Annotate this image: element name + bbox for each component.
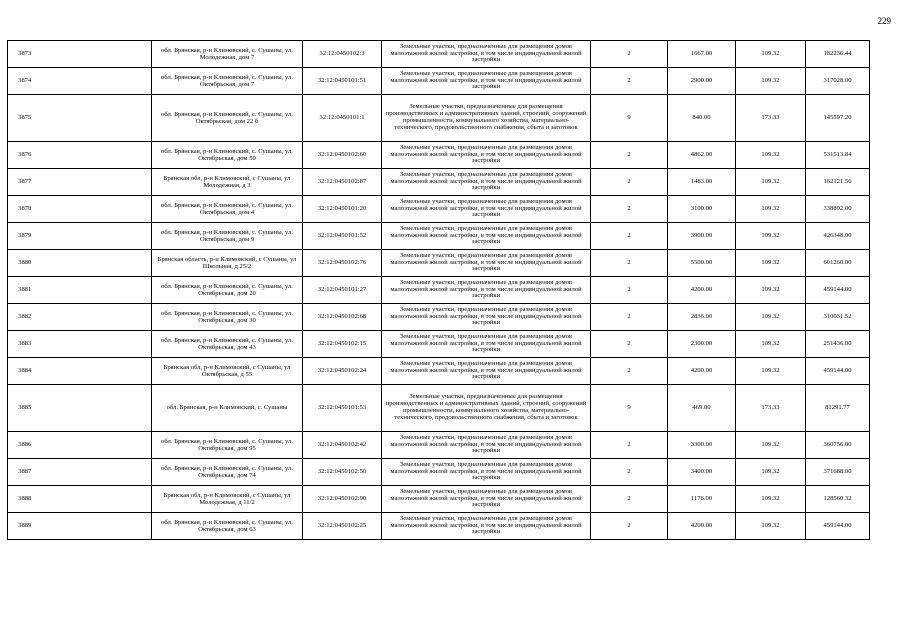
cadastral-number-cell: 32:12:0450102:90 [303, 486, 382, 513]
cadastral-value-cell: 531513.84 [806, 142, 870, 169]
blank-cell [42, 196, 152, 223]
table-body [8, 41, 870, 540]
land-purpose-cell: Земельные участки, предназначенные для размещения домов малоэтажной жилой застройки, в том числе индивидуальной жилой застройки [382, 432, 591, 459]
area-cell: 1667.00 [668, 41, 736, 68]
cadastral-number-cell: 32:12:0450101:52 [303, 223, 382, 250]
table-row [8, 68, 870, 95]
row-number-cell: 3886 [8, 432, 42, 459]
blank-cell [42, 95, 152, 142]
address-cell: обл. Брянская, р-н Климовский, с. Сушаны [152, 385, 303, 432]
row-number-cell: 3887 [8, 459, 42, 486]
table-row [8, 277, 870, 304]
area-cell: 3300.00 [668, 432, 736, 459]
group-cell: 2 [591, 250, 668, 277]
cadastral-number-cell: 32:12:0450102:68 [303, 304, 382, 331]
area-cell: 4200.00 [668, 277, 736, 304]
cadastral-number-cell: 32:12:0450102:25 [303, 513, 382, 540]
land-purpose-cell: Земельные участки, предназначенные для размещения домов малоэтажной жилой застройки, в том числе индивидуальной жилой застройки [382, 196, 591, 223]
page-number: 229 [877, 16, 891, 26]
land-purpose-cell: Земельные участки, предназначенные для размещения домов малоэтажной жилой застройки, в том числе индивидуальной жилой застройки [382, 331, 591, 358]
table-row [8, 385, 870, 432]
group-cell: 2 [591, 41, 668, 68]
blank-cell [42, 250, 152, 277]
land-purpose-cell: Земельные участки, предназначенные для размещения домов малоэтажной жилой застройки, в том числе индивидуальной жилой застройки [382, 142, 591, 169]
row-number-cell: 3889 [8, 513, 42, 540]
cadastral-value-cell: 317028.00 [806, 68, 870, 95]
row-number-cell: 3879 [8, 223, 42, 250]
address-cell: Брянская обл, р-н Климовский, с Сушаны, ул Молодежная, д 11/2 [152, 486, 303, 513]
table-row [8, 358, 870, 385]
cadastral-value-cell: 145597.20 [806, 95, 870, 142]
group-cell: 2 [591, 142, 668, 169]
row-number-cell: 3873 [8, 41, 42, 68]
blank-cell [42, 513, 152, 540]
address-cell: обл. Брянская, р-н Климовский, с. Сушаны, ул. Октябрьская, дом 95 [152, 432, 303, 459]
cadastral-number-cell: 32:12:0450101:27 [303, 277, 382, 304]
blank-cell [42, 68, 152, 95]
address-cell: Брянская обл, р-н Климовский, с Сушаны, ул Молодежная, д 3 [152, 169, 303, 196]
row-number-cell: 3875 [8, 95, 42, 142]
table-row [8, 459, 870, 486]
address-cell: обл. Брянская, р-н Климовский, с. Сушаны, ул. Октябрьская, дом 63 [152, 513, 303, 540]
cadastral-number-cell: 32:12:0450102:42 [303, 432, 382, 459]
blank-cell [42, 486, 152, 513]
blank-cell [42, 385, 152, 432]
cadastral-value-cell: 128560.32 [806, 486, 870, 513]
cadastral-value-cell: 310031.52 [806, 304, 870, 331]
area-cell: 5500.00 [668, 250, 736, 277]
blank-cell [42, 277, 152, 304]
address-cell: обл. Брянская, р-н Климовский, с. Сушаны, ул. Октябрьская, дом 9 [152, 223, 303, 250]
row-number-cell: 3884 [8, 358, 42, 385]
cadastral-value-cell: 81291.77 [806, 385, 870, 432]
land-purpose-cell: Земельные участки, предназначенные для размещения домов малоэтажной жилой застройки, в том числе индивидуальной жилой застройки [382, 250, 591, 277]
area-cell: 1176.00 [668, 486, 736, 513]
cadastral-number-cell: 32:12:0450101:51 [303, 68, 382, 95]
address-cell: обл. Брянская, р-н Климовский, с. Сушаны, ул. Октябрьская, дом 4 [152, 196, 303, 223]
table-row [8, 223, 870, 250]
table-row [8, 196, 870, 223]
blank-cell [42, 223, 152, 250]
row-number-cell: 3874 [8, 68, 42, 95]
row-number-cell: 3883 [8, 331, 42, 358]
group-cell: 2 [591, 68, 668, 95]
land-purpose-cell: Земельные участки, предназначенные для размещения производственных и административных зданий, строений, сооружений промышленности, коммунального хозяйства, материально-технического, продовольственного снабжения, сбыта и заготовок [382, 385, 591, 432]
table-row [8, 142, 870, 169]
cadastral-value-cell: 360756.00 [806, 432, 870, 459]
area-cell: 3900.00 [668, 223, 736, 250]
specific-value-cell: 109.32 [736, 68, 806, 95]
specific-value-cell: 109.32 [736, 331, 806, 358]
land-purpose-cell: Земельные участки, предназначенные для размещения домов малоэтажной жилой застройки, в том числе индивидуальной жилой застройки [382, 459, 591, 486]
row-number-cell: 3882 [8, 304, 42, 331]
blank-cell [42, 331, 152, 358]
specific-value-cell: 109.32 [736, 169, 806, 196]
specific-value-cell: 109.32 [736, 513, 806, 540]
cadastral-number-cell: 32:12:0450102:3 [303, 41, 382, 68]
area-cell: 4200.00 [668, 513, 736, 540]
area-cell: 840.00 [668, 95, 736, 142]
blank-cell [42, 142, 152, 169]
group-cell: 9 [591, 95, 668, 142]
cadastral-number-cell: 32:12:0450101:1 [303, 95, 382, 142]
area-cell: 4200.00 [668, 358, 736, 385]
area-cell: 1483.00 [668, 169, 736, 196]
specific-value-cell: 173.33 [736, 385, 806, 432]
table-row [8, 250, 870, 277]
blank-cell [42, 459, 152, 486]
address-cell: обл. Брянская, р-н Климовский, с. Сушаны, ул. Молодежная, дом 7 [152, 41, 303, 68]
group-cell: 2 [591, 169, 668, 196]
specific-value-cell: 109.32 [736, 223, 806, 250]
address-cell: Брянская область, р-н Климовский, с Сушаны, ул Школьная, д 25/2 [152, 250, 303, 277]
cadastral-number-cell: 32:12:0450102:76 [303, 250, 382, 277]
row-number-cell: 3877 [8, 169, 42, 196]
blank-cell [42, 304, 152, 331]
group-cell: 2 [591, 223, 668, 250]
table-row [8, 486, 870, 513]
cadastral-value-cell: 459144.00 [806, 358, 870, 385]
cadastral-value-cell: 426348.00 [806, 223, 870, 250]
group-cell: 2 [591, 358, 668, 385]
table-row [8, 169, 870, 196]
specific-value-cell: 109.32 [736, 250, 806, 277]
group-cell: 2 [591, 277, 668, 304]
land-purpose-cell: Земельные участки, предназначенные для размещения домов малоэтажной жилой застройки, в том числе индивидуальной жилой застройки [382, 358, 591, 385]
cadastral-value-cell: 162121.56 [806, 169, 870, 196]
land-purpose-cell: Земельные участки, предназначенные для размещения домов малоэтажной жилой застройки, в том числе индивидуальной жилой застройки [382, 41, 591, 68]
cadastral-value-cell: 182236.44 [806, 41, 870, 68]
table-row [8, 513, 870, 540]
land-purpose-cell: Земельные участки, предназначенные для размещения домов малоэтажной жилой застройки, в том числе индивидуальной жилой застройки [382, 223, 591, 250]
address-cell: обл. Брянская, р-н Климовский, с. Сушаны, ул. Октябрьская, дом 30 [152, 304, 303, 331]
address-cell: обл. Брянская, р-н Климовский, с. Сушаны, ул. Октябрьская, дом 43 [152, 331, 303, 358]
specific-value-cell: 109.32 [736, 277, 806, 304]
land-purpose-cell: Земельные участки, предназначенные для размещения домов малоэтажной жилой застройки, в том числе индивидуальной жилой застройки [382, 277, 591, 304]
group-cell: 2 [591, 304, 668, 331]
table-row [8, 432, 870, 459]
address-cell: обл. Брянская, р-н Климовский, с. Сушаны, ул. Октябрьская, дом 22 б [152, 95, 303, 142]
cadastral-number-cell: 32:12:0450102:24 [303, 358, 382, 385]
group-cell: 2 [591, 486, 668, 513]
row-number-cell: 3881 [8, 277, 42, 304]
specific-value-cell: 109.32 [736, 142, 806, 169]
specific-value-cell: 109.32 [736, 486, 806, 513]
area-cell: 2836.00 [668, 304, 736, 331]
address-cell: Брянская обл, р-н Климовский, с Сушаны, ул Октябрьская, д 55 [152, 358, 303, 385]
land-purpose-cell: Земельные участки, предназначенные для размещения домов малоэтажной жилой застройки, в том числе индивидуальной жилой застройки [382, 486, 591, 513]
group-cell: 9 [591, 385, 668, 432]
table-row [8, 41, 870, 68]
cadastral-value-cell: 459144.00 [806, 277, 870, 304]
land-purpose-cell: Земельные участки, предназначенные для размещения домов малоэтажной жилой застройки, в том числе индивидуальной жилой застройки [382, 304, 591, 331]
specific-value-cell: 109.32 [736, 459, 806, 486]
cadastral-number-cell: 32:12:0450101:53 [303, 385, 382, 432]
blank-cell [42, 41, 152, 68]
land-purpose-cell: Земельные участки, предназначенные для размещения домов малоэтажной жилой застройки, в том числе индивидуальной жилой застройки [382, 513, 591, 540]
cadastral-value-cell: 459144.00 [806, 513, 870, 540]
specific-value-cell: 109.32 [736, 358, 806, 385]
cadastral-value-cell: 251436.00 [806, 331, 870, 358]
specific-value-cell: 173.33 [736, 95, 806, 142]
row-number-cell: 3885 [8, 385, 42, 432]
cadastral-number-cell: 32:12:0450102:60 [303, 142, 382, 169]
specific-value-cell: 109.32 [736, 41, 806, 68]
specific-value-cell: 109.32 [736, 304, 806, 331]
land-purpose-cell: Земельные участки, предназначенные для размещения домов малоэтажной жилой застройки, в том числе индивидуальной жилой застройки [382, 169, 591, 196]
area-cell: 4862.00 [668, 142, 736, 169]
land-purpose-cell: Земельные участки, предназначенные для размещения домов малоэтажной жилой застройки, в том числе индивидуальной жилой застройки [382, 68, 591, 95]
land-purpose-cell: Земельные участки, предназначенные для размещения производственных и административных зданий, строений, сооружений промышленности, коммунального хозяйства, материально-технического, продовольственного снабжения, сбыта и заготовок [382, 95, 591, 142]
address-cell: обл. Брянская, р-н Климовский, с. Сушаны, ул. Октябрьская, дом 7 [152, 68, 303, 95]
cadastral-value-cell: 371688.00 [806, 459, 870, 486]
cadastral-value-cell: 338892.00 [806, 196, 870, 223]
cadastral-value-cell: 601260.00 [806, 250, 870, 277]
area-cell: 469.00 [668, 385, 736, 432]
address-cell: обл. Брянская, р-н Климовский, с. Сушаны, ул. Октябрьская, дом 74 [152, 459, 303, 486]
group-cell: 2 [591, 331, 668, 358]
area-cell: 2900.00 [668, 68, 736, 95]
row-number-cell: 3876 [8, 142, 42, 169]
area-cell: 3100.00 [668, 196, 736, 223]
cadastral-number-cell: 32:12:0450102:87 [303, 169, 382, 196]
cadastral-value-table [7, 40, 870, 540]
specific-value-cell: 109.32 [736, 196, 806, 223]
row-number-cell: 3880 [8, 250, 42, 277]
specific-value-cell: 109.32 [736, 432, 806, 459]
blank-cell [42, 169, 152, 196]
cadastral-number-cell: 32:12:0450102:15 [303, 331, 382, 358]
cadastral-number-cell: 32:12:0450101:20 [303, 196, 382, 223]
address-cell: обл. Брянская, р-н Климовский, с. Сушаны, ул. Октябрьская, дом 50 [152, 142, 303, 169]
table-row [8, 331, 870, 358]
table-row [8, 95, 870, 142]
area-cell: 3400.00 [668, 459, 736, 486]
blank-cell [42, 432, 152, 459]
area-cell: 2300.00 [668, 331, 736, 358]
row-number-cell: 3878 [8, 196, 42, 223]
group-cell: 2 [591, 196, 668, 223]
address-cell: обл. Брянская, р-н Климовский, с. Сушаны, ул. Октябрьская, дом 20 [152, 277, 303, 304]
blank-cell [42, 358, 152, 385]
group-cell: 2 [591, 459, 668, 486]
group-cell: 2 [591, 513, 668, 540]
cadastral-number-cell: 32:12:0450102:50 [303, 459, 382, 486]
table-row [8, 304, 870, 331]
group-cell: 2 [591, 432, 668, 459]
row-number-cell: 3888 [8, 486, 42, 513]
